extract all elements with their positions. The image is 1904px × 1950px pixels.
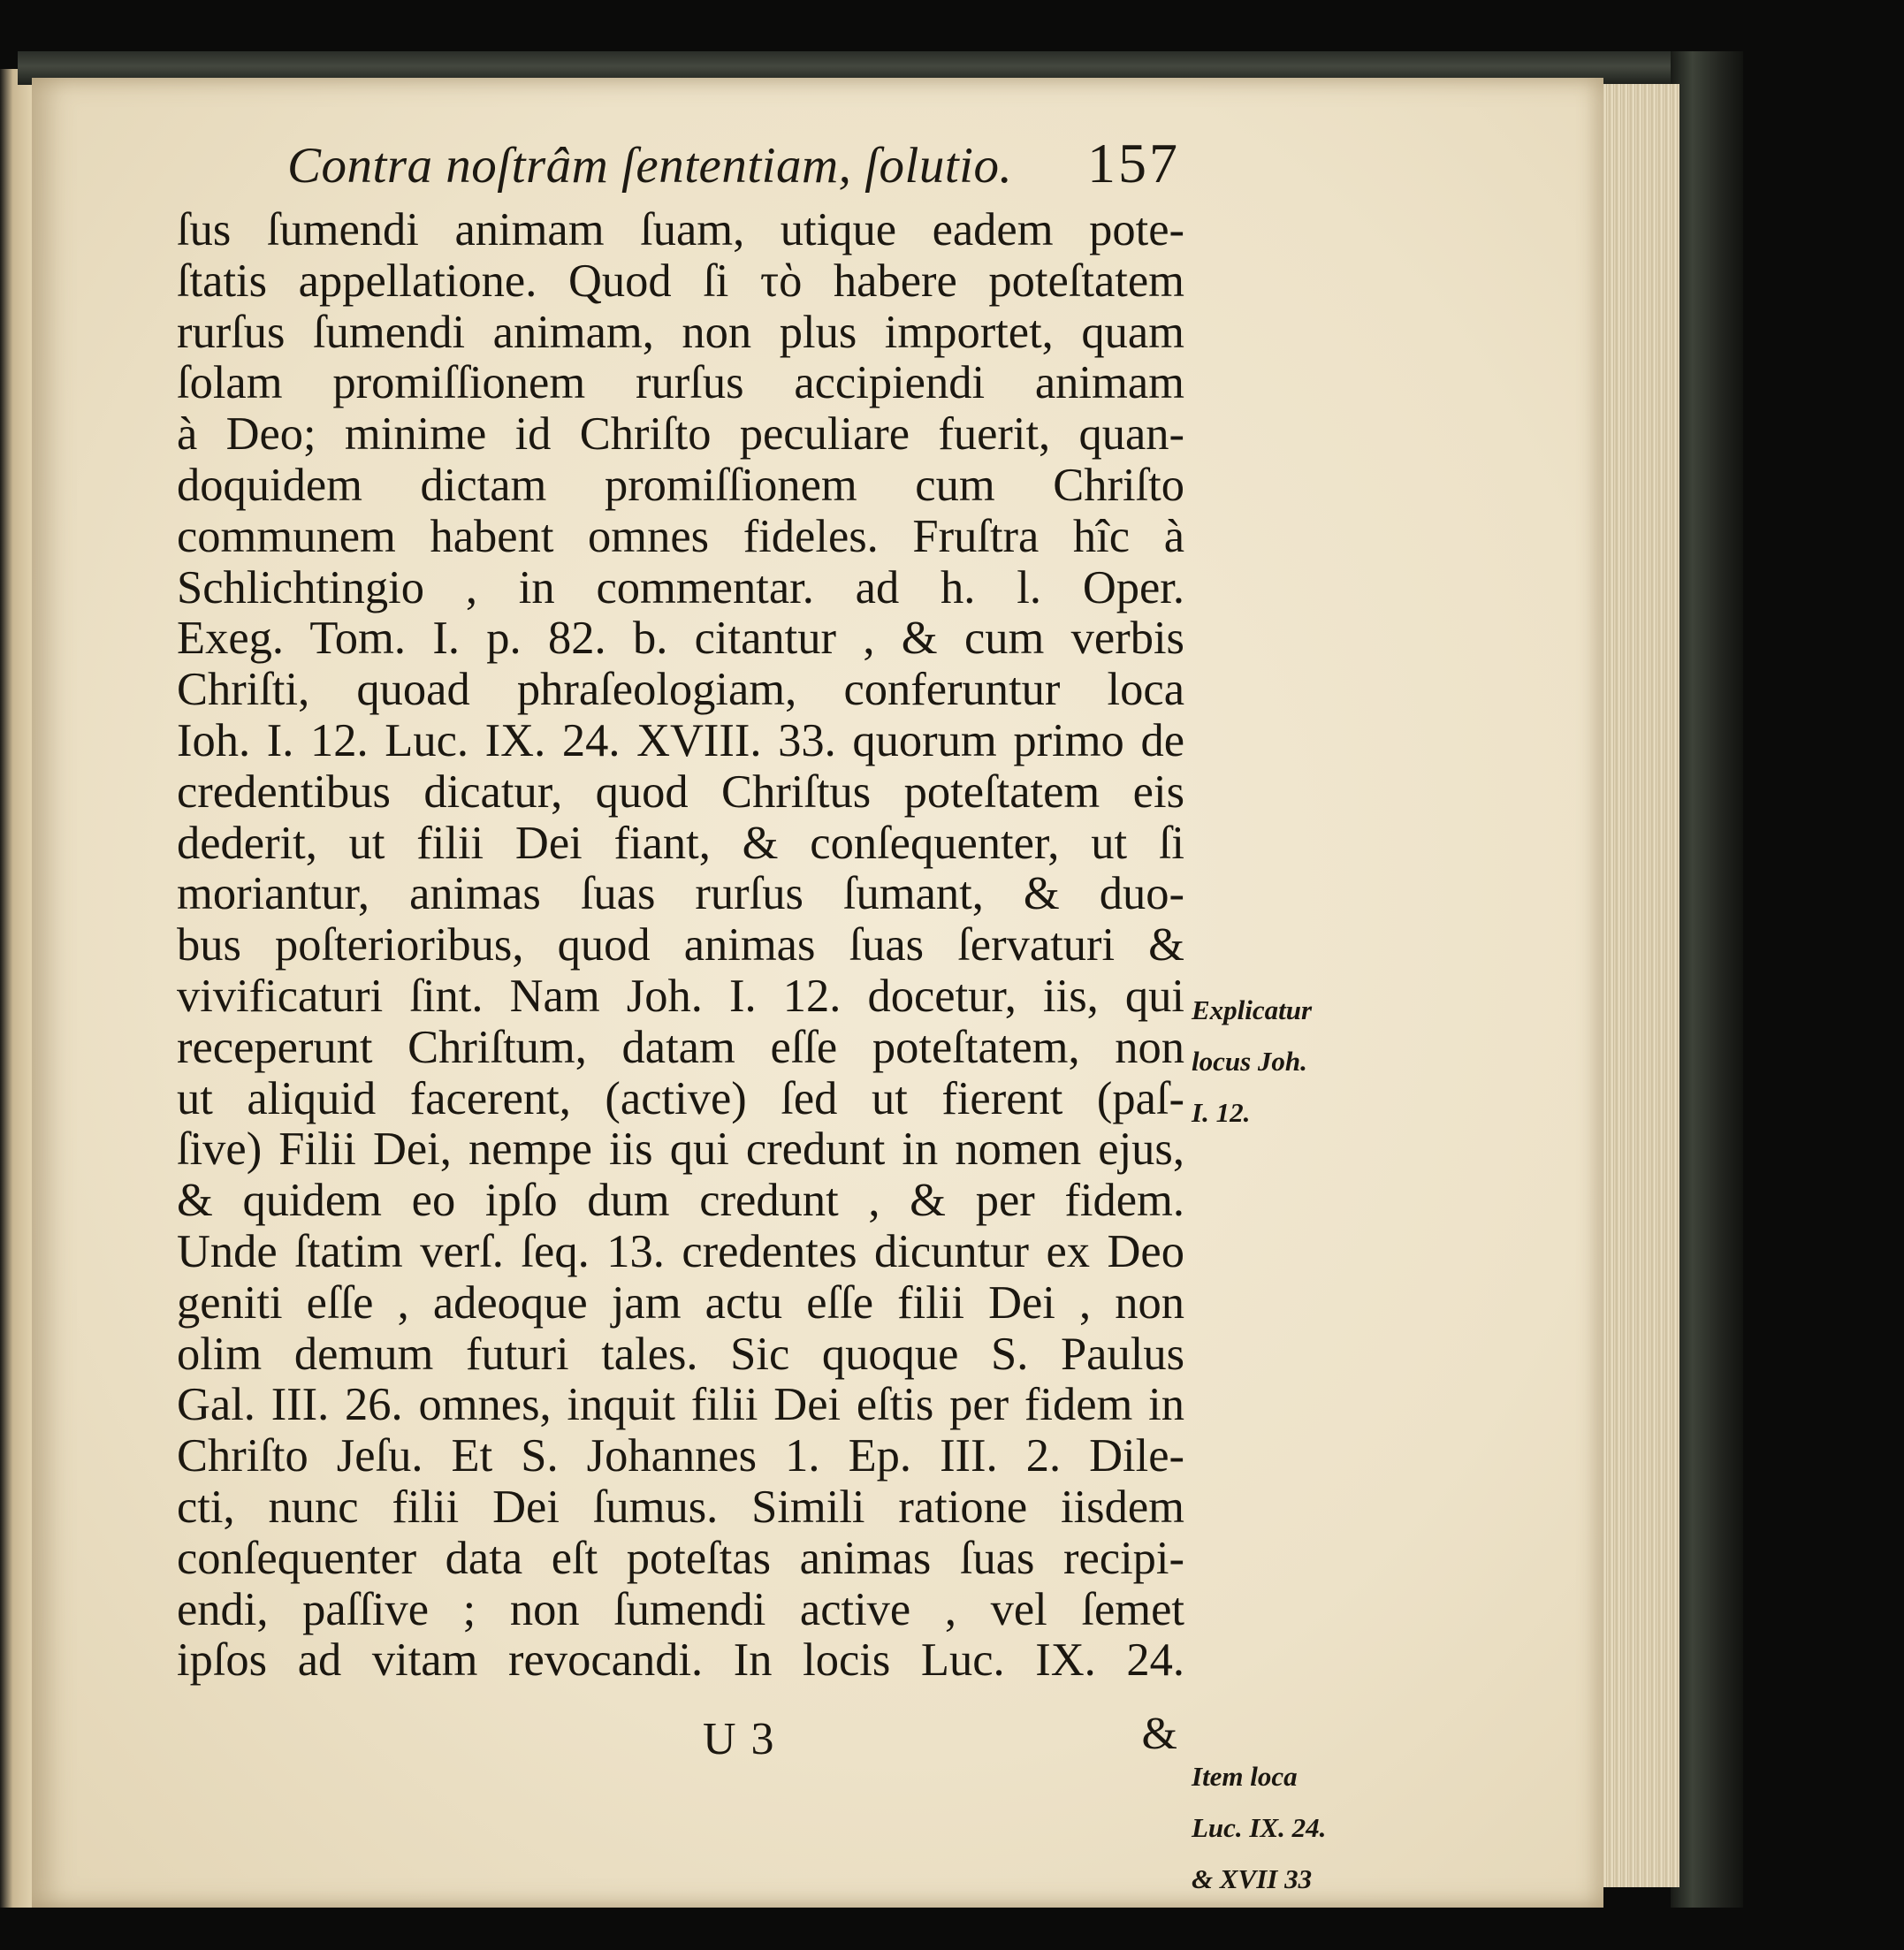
text-line: & quidem eo ipſo dum credunt , & per fidem. — [177, 1175, 1184, 1227]
text-line: ſus ſumendi animam ſuam, utique eadem pote- — [177, 204, 1184, 255]
text-line: ut aliquid facerent, (active) ſed ut fierent (paſ- — [177, 1072, 1184, 1124]
margin-note: I. 12. — [1192, 1096, 1251, 1128]
text-line: dederit, ut filii Dei fiant, & conſequenter, ut ſi — [177, 817, 1184, 869]
text-line: cti, nunc filii Dei ſumus. Simili ratione iisdem — [177, 1481, 1184, 1533]
text-line: Gal. III. 26. omnes, inquit filii Dei eſtis per fidem in — [177, 1379, 1184, 1431]
text-line: olim demum futuri tales. Sic quoque S. Paulus — [177, 1328, 1184, 1380]
page-footer — [177, 1709, 1184, 1775]
text-line: endi, paſſive ; non ſumendi active , vel ſemet — [177, 1583, 1184, 1635]
text-line: ipſos ad vitam revocandi. In locis Luc. IX. 24. — [177, 1634, 1184, 1687]
margin-note: Luc. IX. 24. — [1192, 1811, 1327, 1843]
text-line: ſive) Filii Dei, nempe iis qui credunt in nomen ejus, — [177, 1124, 1184, 1176]
text-line: Schlichtingio , in commentar. ad h. l. Oper. — [177, 561, 1184, 613]
facing-page-edge — [0, 69, 32, 1908]
text-line: Chriſti, quoad phraſeologiam, conferuntur loca — [177, 664, 1184, 716]
text-line: doquidem dictam promiſſionem cum Chriſto — [177, 459, 1184, 511]
text-line: ſtatis appellatione. Quod ſi τὸ habere poteſtatem — [177, 255, 1184, 307]
text-line: credentibus dicatur, quod Chriſtus poteſtatem eis — [177, 766, 1184, 818]
text-line: communem habent omnes fideles. Fruſtra hîc à — [177, 510, 1184, 562]
margin-spacer — [1192, 1138, 1368, 1751]
catchword: & — [1141, 1709, 1177, 1759]
text-line: Exeg. Tom. I. p. 82. b. citantur , & cum verbis — [177, 613, 1184, 665]
text-line: bus poſterioribus, quod animas ſuas ſervaturi & — [177, 919, 1184, 971]
signature-mark: U 3 — [703, 1714, 776, 1764]
text-line: moriantur, animas ſuas rurſus ſumant, & duo- — [177, 868, 1184, 920]
text-line: Ioh. I. 12. Luc. IX. 24. XVIII. 33. quorum primo de — [177, 714, 1184, 766]
page-header — [287, 131, 1180, 207]
margin-note: Explicatur — [1192, 994, 1313, 1025]
text-line: receperunt Chriſtum, datam eſſe poteſtatem, non — [177, 1021, 1184, 1073]
margin-note: & XVII 33 — [1192, 1862, 1313, 1894]
page-edges — [1598, 84, 1679, 1887]
text-line: Unde ſtatim verſ. ſeq. 13. credentes dicuntur ex Deo — [177, 1225, 1184, 1277]
text-line: ſolam promiſſionem rurſus accipiendi animam — [177, 357, 1184, 409]
book-cover-right — [1671, 51, 1743, 1908]
text-line: conſequenter data eſt poteſtas animas ſuas recipi- — [177, 1532, 1184, 1584]
margin-note: Item loca — [1192, 1760, 1298, 1792]
main-text-block — [177, 205, 1184, 1687]
text-line: vivificaturi ſint. Nam Joh. I. 12. docetur, iis, qui — [177, 970, 1184, 1022]
page-number: 157 — [1087, 132, 1180, 194]
marginal-notes — [1192, 985, 1368, 1904]
text-line: à Deo; minime id Chriſto peculiare fuerit, quan- — [177, 408, 1184, 461]
running-head: Contra noſtrâm ſententiam, ſolutio. — [287, 138, 1013, 194]
margin-note: locus Joh. — [1192, 1045, 1307, 1077]
text-line: rurſus ſumendi animam, non plus importet, quam — [177, 306, 1184, 358]
text-line: Chriſto Jeſu. Et S. Johannes 1. Ep. III. 2. Dile- — [177, 1430, 1184, 1482]
text-line: geniti eſſe , adeoque jam actu eſſe filii Dei , non — [177, 1276, 1184, 1329]
